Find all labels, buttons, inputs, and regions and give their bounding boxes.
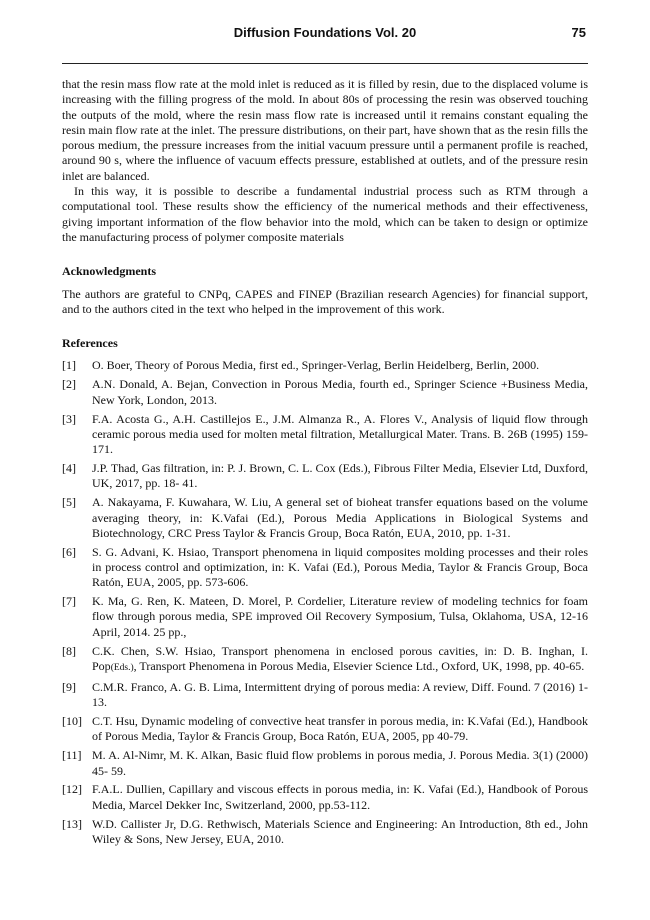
reference-item [62,817,588,848]
reference-text: W.D. Callister Jr, D.G. Rethwisch, Materials Science and Engineering: An Introduction, 8th ed., John Wiley & Sons, New Jersey, EUA, 2010. [92,816,588,846]
reference-text: C.T. Hsu, Dynamic modeling of convective heat transfer in porous media, in: K.Vafai (Ed.), Handbook of Porous Media, Taylor & Francis Group, Boca Ratón, EUA, 2005, pp 40-79. [92,714,588,744]
reference-number: [6] [62,544,76,559]
reference-list [62,358,588,847]
reference-number: [10] [62,714,82,729]
reference-number: [3] [62,411,76,426]
acknowledgments-heading: Acknowledgments [62,264,157,279]
reference-number: [4] [62,461,76,476]
reference-item [62,412,588,458]
acknowledgments-text: The authors are grateful to CNPq, CAPES and FINEP (Brazilian research Agencies) for financial support, and to the authors cited in the text who helped in the improvement of this work. [62,286,588,316]
reference-number: [8] [62,643,76,658]
reference-item [62,495,588,541]
reference-item [62,644,588,677]
reference-number: [5] [62,495,76,510]
references-heading: References [62,336,118,351]
reference-text: K. Ma, G. Ren, K. Mateen, D. Morel, P. Cordelier, Literature review of modeling technics for foam flow through porous media, SPE improved Oil Recovery Symposium, Tulsa, Oklahoma, USA, 12-16 April, 2014. 25 pp., [92,594,588,639]
reference-text: F.A. Acosta G., A.H. Castillejos E., J.M. Almanza R., A. Flores V., Analysis of liquid flow through ceramic porous media used for molten metal filtration, Metallurgical Mater. Trans. B. 26B (1995) 159-171. [92,411,588,457]
reference-number: [9] [62,679,76,694]
page-number: 75 [571,25,586,40]
reference-item [62,680,588,711]
reference-eds-small: (Eds.) [110,662,134,673]
reference-number: [7] [62,594,76,609]
reference-item [62,748,588,779]
reference-item [62,714,588,745]
reference-text: O. Boer, Theory of Porous Media, first ed., Springer-Verlag, Berlin Heidelberg, Berlin, 2000. [92,358,540,373]
page-content [62,77,588,851]
running-header [62,24,588,64]
reference-text: J.P. Thad, Gas filtration, in: P. J. Brown, C. L. Cox (Eds.), Fibrous Filter Media, Elsevier Ltd, Duxford, UK, 2017, pp. 18- 41. [92,461,588,491]
body-paragraph: In this way, it is possible to describe a fundamental industrial process such as RTM through a computational tool. These results show the efficiency of the numerical methods and their effectiveness, giving important information of the flow behavior into the mold, which can be taken to design or optimize the manufacturing process of polymer composite materials [62,184,588,244]
body-paragraph: that the resin mass flow rate at the mold inlet is reduced as it is filled by resin, due to the displaced volume is increasing with the filling progress of the mold. In about 80s of processing the resin was observed touching the outputs of the mold, where the resin mass flow rate is increased until it remains constant equaling the resin main flow rate at the inlet. The pressure distributions, on their part, have shown that as the resin fills the porous medium, the pressure increases from the initial vacuum pressure until a permanent profile is reached, around 90 s, where the influence of vacuum effects pressure, established at outlets, and of the pressure resin inlet are balanced. [62,77,588,183]
reference-item [62,782,588,813]
reference-number: [11] [62,748,82,763]
reference-text-part: C.K. Chen, S.W. Hsiao, Transport phenomena in enclosed porous cavities, in: D. B. Inghan, I. Pop [92,643,588,673]
reference-text: S. G. Advani, K. Hsiao, Transport phenomena in liquid composites molding processes and their roles in process control and optimization, in: K. Vafai (Ed.), Porous Media, Taylor & Francis Group, Boca Ratón, EUA, 2005, pp. 573-606. [92,544,588,590]
reference-text: A.N. Donald, A. Bejan, Convection in Porous Media, fourth ed., Springer Science +Business Media, New York, London, 2013. [92,377,588,407]
reference-text: C.M.R. Franco, A. G. B. Lima, Intermittent drying of porous media: A review, Diff. Found. 7 (2016) 1-13. [92,679,588,710]
reference-item [62,545,588,591]
reference-number: [1] [62,358,76,373]
journal-title: Diffusion Foundations Vol. 20 [233,25,417,40]
reference-text [92,644,588,677]
reference-item [62,377,588,408]
reference-text: M. A. Al-Nimr, M. K. Alkan, Basic fluid flow problems in porous media, J. Porous Media. 3(1) (2000) 45- 59. [92,748,588,778]
reference-number: [2] [62,377,76,392]
reference-item [62,594,588,640]
reference-number: [12] [62,782,82,797]
reference-text: A. Nakayama, F. Kuwahara, W. Liu, A general set of bioheat transfer equations based on the volume averaging theory, in: K.Vafai (Ed.), Porous Media Applications in Biological Systems and Biotechnology, CRC Press Taylor & Francis Group, Boca Ratón, EUA, 2010, pp. 1-31. [92,495,588,540]
reference-item [62,358,588,373]
reference-item [62,461,588,492]
reference-text-part: , Transport Phenomena in Porous Media, Elsevier Science Ltd., Oxford, UK, 1998, pp. 40-65. [133,658,585,673]
reference-text: F.A.L. Dullien, Capillary and viscous effects in porous media, in: K. Vafai (Ed.), Handbook of Porous Media, Marcel Dekker Inc, Switzerland, 2000, pp.53-112. [92,782,588,812]
reference-number: [13] [62,816,82,831]
